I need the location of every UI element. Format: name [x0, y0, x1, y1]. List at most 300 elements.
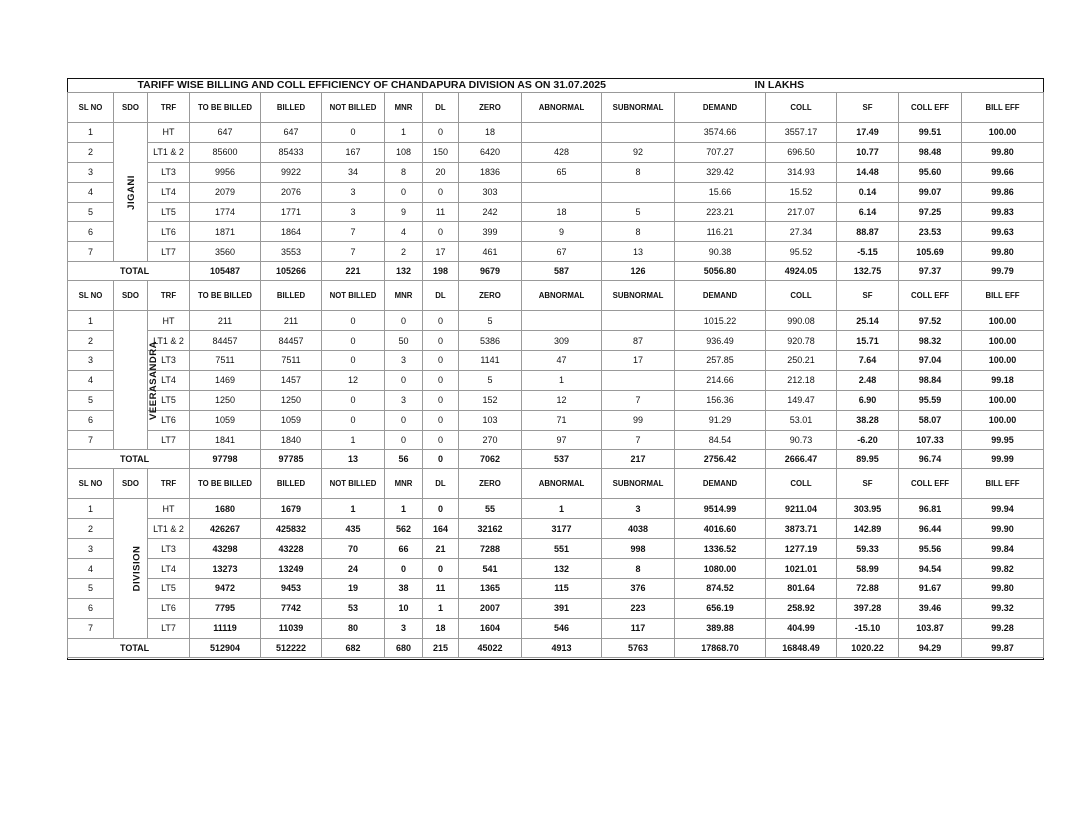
total-abnormal-cell: 537 — [522, 450, 602, 469]
bill-eff-cell: 100.00 — [962, 331, 1044, 351]
column-header: BILLED — [261, 469, 322, 499]
coll-cell: 3557.17 — [766, 123, 837, 143]
sf-cell: -15.10 — [837, 618, 899, 638]
total-bill-eff-cell: 99.79 — [962, 262, 1044, 281]
billed-cell: 1250 — [261, 390, 322, 410]
total-demand-cell: 17868.70 — [675, 638, 766, 657]
bill-eff-cell: 100.00 — [962, 351, 1044, 371]
zero-cell: 32162 — [459, 519, 522, 539]
subnormal-cell: 998 — [602, 539, 675, 559]
coll-cell: 212.18 — [766, 370, 837, 390]
coll-eff-cell: 23.53 — [899, 222, 962, 242]
subnormal-cell — [602, 370, 675, 390]
column-header: ZERO — [459, 469, 522, 499]
not-billed-cell: 0 — [322, 410, 385, 430]
sl-no-cell: 3 — [68, 162, 114, 182]
to-be-billed-cell: 1871 — [190, 222, 261, 242]
coll-eff-cell: 97.52 — [899, 311, 962, 331]
total-to-be-billed-cell: 105487 — [190, 262, 261, 281]
to-be-billed-cell: 1841 — [190, 430, 261, 450]
mnr-cell: 0 — [385, 311, 423, 331]
not-billed-cell: 34 — [322, 162, 385, 182]
sl-no-cell: 5 — [68, 390, 114, 410]
total-bill-eff-cell: 99.87 — [962, 638, 1044, 657]
abnormal-cell: 67 — [522, 242, 602, 262]
mnr-cell: 0 — [385, 370, 423, 390]
mnr-cell: 0 — [385, 559, 423, 579]
sf-cell: 10.77 — [837, 142, 899, 162]
not-billed-cell: 7 — [322, 222, 385, 242]
billed-cell: 9453 — [261, 579, 322, 599]
subnormal-cell: 8 — [602, 162, 675, 182]
total-to-be-billed-cell: 512904 — [190, 638, 261, 657]
column-header: SF — [837, 469, 899, 499]
total-subnormal-cell: 126 — [602, 262, 675, 281]
dl-cell: 0 — [423, 390, 459, 410]
sf-cell: 58.99 — [837, 559, 899, 579]
table-row — [68, 182, 1044, 202]
bill-eff-cell: 99.80 — [962, 142, 1044, 162]
tariff-cell: HT — [148, 311, 190, 331]
tariff-cell: LT7 — [148, 430, 190, 450]
total-demand-cell: 2756.42 — [675, 450, 766, 469]
not-billed-cell: 80 — [322, 618, 385, 638]
abnormal-cell: 546 — [522, 618, 602, 638]
zero-cell: 6420 — [459, 142, 522, 162]
mnr-cell: 8 — [385, 162, 423, 182]
to-be-billed-cell: 11119 — [190, 618, 261, 638]
sl-no-cell: 2 — [68, 519, 114, 539]
column-header: ABNORMAL — [522, 93, 602, 123]
abnormal-cell: 65 — [522, 162, 602, 182]
subnormal-cell: 117 — [602, 618, 675, 638]
subnormal-cell: 87 — [602, 331, 675, 351]
demand-cell: 90.38 — [675, 242, 766, 262]
sdo-name: VEERASANDRA — [147, 340, 159, 420]
dl-cell: 1 — [423, 598, 459, 618]
total-zero-cell: 45022 — [459, 638, 522, 657]
column-header: SDO — [114, 469, 148, 499]
abnormal-cell — [522, 182, 602, 202]
sl-no-cell: 1 — [68, 123, 114, 143]
coll-eff-cell: 97.04 — [899, 351, 962, 371]
tariff-cell: LT4 — [148, 370, 190, 390]
to-be-billed-cell: 9956 — [190, 162, 261, 182]
coll-cell: 314.93 — [766, 162, 837, 182]
dl-cell: 11 — [423, 579, 459, 599]
bill-eff-cell: 99.63 — [962, 222, 1044, 242]
to-be-billed-cell: 13273 — [190, 559, 261, 579]
bill-eff-cell: 99.32 — [962, 598, 1044, 618]
table-row — [68, 618, 1044, 638]
total-label: TOTAL — [68, 450, 190, 469]
mnr-cell: 50 — [385, 331, 423, 351]
column-header: DL — [423, 469, 459, 499]
dl-cell: 0 — [423, 222, 459, 242]
demand-cell: 257.85 — [675, 351, 766, 371]
subnormal-cell: 376 — [602, 579, 675, 599]
coll-eff-cell: 97.25 — [899, 202, 962, 222]
tariff-cell: HT — [148, 499, 190, 519]
abnormal-cell: 1 — [522, 499, 602, 519]
coll-eff-cell: 103.87 — [899, 618, 962, 638]
abnormal-cell: 391 — [522, 598, 602, 618]
total-coll-cell: 16848.49 — [766, 638, 837, 657]
mnr-cell: 3 — [385, 351, 423, 371]
coll-cell: 801.64 — [766, 579, 837, 599]
total-to-be-billed-cell: 97798 — [190, 450, 261, 469]
total-billed-cell: 97785 — [261, 450, 322, 469]
column-header: ABNORMAL — [522, 469, 602, 499]
subnormal-cell: 3 — [602, 499, 675, 519]
sdo-name: JIGANI — [125, 174, 137, 210]
column-header: TO BE BILLED — [190, 93, 261, 123]
demand-cell: 3574.66 — [675, 123, 766, 143]
coll-eff-cell: 99.51 — [899, 123, 962, 143]
zero-cell: 1365 — [459, 579, 522, 599]
mnr-cell: 108 — [385, 142, 423, 162]
total-mnr-cell: 56 — [385, 450, 423, 469]
zero-cell: 399 — [459, 222, 522, 242]
column-header: TO BE BILLED — [190, 469, 261, 499]
coll-eff-cell: 98.32 — [899, 331, 962, 351]
total-dl-cell: 215 — [423, 638, 459, 657]
coll-eff-cell: 95.56 — [899, 539, 962, 559]
tariff-cell: LT3 — [148, 162, 190, 182]
billed-cell: 2076 — [261, 182, 322, 202]
subnormal-cell: 17 — [602, 351, 675, 371]
table-row — [68, 331, 1044, 351]
total-sf-cell: 89.95 — [837, 450, 899, 469]
dl-cell: 0 — [423, 123, 459, 143]
billed-cell: 43228 — [261, 539, 322, 559]
tariff-cell: LT7 — [148, 618, 190, 638]
tariff-cell: LT4 — [148, 559, 190, 579]
dl-cell: 17 — [423, 242, 459, 262]
column-header: MNR — [385, 93, 423, 123]
unit-label: IN LAKHS — [675, 78, 1044, 93]
sdo-cell — [114, 123, 148, 262]
zero-cell: 2007 — [459, 598, 522, 618]
billed-cell: 7742 — [261, 598, 322, 618]
column-header: NOT BILLED — [322, 281, 385, 311]
coll-eff-cell: 98.84 — [899, 370, 962, 390]
table-row — [68, 222, 1044, 242]
sl-no-cell: 3 — [68, 351, 114, 371]
sl-no-cell: 2 — [68, 331, 114, 351]
demand-cell: 329.42 — [675, 162, 766, 182]
table-row — [68, 142, 1044, 162]
not-billed-cell: 1 — [322, 430, 385, 450]
bill-eff-cell: 100.00 — [962, 410, 1044, 430]
dl-cell: 0 — [423, 559, 459, 579]
coll-cell: 53.01 — [766, 410, 837, 430]
billed-cell: 1059 — [261, 410, 322, 430]
tariff-cell: LT5 — [148, 202, 190, 222]
column-header: NOT BILLED — [322, 469, 385, 499]
sl-no-cell: 1 — [68, 499, 114, 519]
tariff-cell: LT4 — [148, 182, 190, 202]
subnormal-cell — [602, 311, 675, 331]
mnr-cell: 1 — [385, 499, 423, 519]
table-row — [68, 499, 1044, 519]
billed-cell: 1679 — [261, 499, 322, 519]
billed-cell: 7511 — [261, 351, 322, 371]
mnr-cell: 562 — [385, 519, 423, 539]
subnormal-cell: 8 — [602, 559, 675, 579]
tariff-cell: HT — [148, 123, 190, 143]
mnr-cell: 4 — [385, 222, 423, 242]
column-header: BILL EFF — [962, 281, 1044, 311]
sf-cell: 6.90 — [837, 390, 899, 410]
bill-eff-cell: 99.86 — [962, 182, 1044, 202]
sdo-cell — [114, 499, 148, 638]
abnormal-cell: 3177 — [522, 519, 602, 539]
to-be-billed-cell: 3560 — [190, 242, 261, 262]
column-header: BILL EFF — [962, 469, 1044, 499]
not-billed-cell: 435 — [322, 519, 385, 539]
demand-cell: 707.27 — [675, 142, 766, 162]
to-be-billed-cell: 43298 — [190, 539, 261, 559]
bill-eff-cell: 99.82 — [962, 559, 1044, 579]
total-demand-cell: 5056.80 — [675, 262, 766, 281]
abnormal-cell: 115 — [522, 579, 602, 599]
dl-cell: 0 — [423, 410, 459, 430]
column-header: DL — [423, 281, 459, 311]
table-body — [68, 78, 1044, 657]
column-header: COLL — [766, 469, 837, 499]
dl-cell: 0 — [423, 499, 459, 519]
coll-cell: 404.99 — [766, 618, 837, 638]
coll-cell: 149.47 — [766, 390, 837, 410]
sf-cell: 7.64 — [837, 351, 899, 371]
coll-eff-cell: 95.60 — [899, 162, 962, 182]
zero-cell: 303 — [459, 182, 522, 202]
table-row — [68, 242, 1044, 262]
report-table-wrapper — [67, 78, 1043, 658]
zero-cell: 5 — [459, 370, 522, 390]
coll-eff-cell: 99.07 — [899, 182, 962, 202]
billing-report-table — [67, 78, 1044, 658]
tariff-cell: LT5 — [148, 579, 190, 599]
table-row — [68, 162, 1044, 182]
sf-cell: 0.14 — [837, 182, 899, 202]
table-row — [68, 410, 1044, 430]
sl-no-cell: 4 — [68, 182, 114, 202]
coll-cell: 258.92 — [766, 598, 837, 618]
total-abnormal-cell: 587 — [522, 262, 602, 281]
sl-no-cell: 6 — [68, 222, 114, 242]
table-row — [68, 519, 1044, 539]
subnormal-cell: 7 — [602, 430, 675, 450]
dl-cell: 0 — [423, 331, 459, 351]
not-billed-cell: 0 — [322, 123, 385, 143]
column-header: TRF — [148, 93, 190, 123]
to-be-billed-cell: 211 — [190, 311, 261, 331]
column-header: MNR — [385, 281, 423, 311]
subnormal-cell: 8 — [602, 222, 675, 242]
bill-eff-cell: 99.90 — [962, 519, 1044, 539]
sf-cell: 72.88 — [837, 579, 899, 599]
column-header: BILLED — [261, 281, 322, 311]
dl-cell: 0 — [423, 351, 459, 371]
sf-cell: 6.14 — [837, 202, 899, 222]
to-be-billed-cell: 84457 — [190, 331, 261, 351]
sf-cell: 2.48 — [837, 370, 899, 390]
demand-cell: 1080.00 — [675, 559, 766, 579]
demand-cell: 656.19 — [675, 598, 766, 618]
tariff-cell: LT1 & 2 — [148, 519, 190, 539]
mnr-cell: 3 — [385, 618, 423, 638]
column-header: NOT BILLED — [322, 93, 385, 123]
to-be-billed-cell: 2079 — [190, 182, 261, 202]
sl-no-cell: 7 — [68, 618, 114, 638]
coll-eff-cell: 95.59 — [899, 390, 962, 410]
total-label: TOTAL — [68, 638, 190, 657]
sl-no-cell: 2 — [68, 142, 114, 162]
total-coll-cell: 4924.05 — [766, 262, 837, 281]
table-row — [68, 598, 1044, 618]
bill-eff-cell: 99.80 — [962, 242, 1044, 262]
sl-no-cell: 6 — [68, 410, 114, 430]
column-header: SL NO — [68, 469, 114, 499]
abnormal-cell: 97 — [522, 430, 602, 450]
coll-eff-cell: 107.33 — [899, 430, 962, 450]
column-header: SUBNORMAL — [602, 469, 675, 499]
total-label: TOTAL — [68, 262, 190, 281]
sl-no-cell: 4 — [68, 559, 114, 579]
total-coll-eff-cell: 97.37 — [899, 262, 962, 281]
total-zero-cell: 7062 — [459, 450, 522, 469]
column-header: ZERO — [459, 281, 522, 311]
total-mnr-cell: 132 — [385, 262, 423, 281]
sl-no-cell: 6 — [68, 598, 114, 618]
sf-cell: 397.28 — [837, 598, 899, 618]
not-billed-cell: 12 — [322, 370, 385, 390]
demand-cell: 156.36 — [675, 390, 766, 410]
tariff-cell: LT7 — [148, 242, 190, 262]
sf-cell: 17.49 — [837, 123, 899, 143]
billed-cell: 3553 — [261, 242, 322, 262]
column-header: DEMAND — [675, 281, 766, 311]
table-row — [68, 370, 1044, 390]
billed-cell: 11039 — [261, 618, 322, 638]
coll-cell: 95.52 — [766, 242, 837, 262]
tariff-cell: LT3 — [148, 351, 190, 371]
not-billed-cell: 0 — [322, 311, 385, 331]
abnormal-cell: 132 — [522, 559, 602, 579]
coll-eff-cell: 105.69 — [899, 242, 962, 262]
column-header: TRF — [148, 469, 190, 499]
dl-cell: 0 — [423, 311, 459, 331]
zero-cell: 541 — [459, 559, 522, 579]
bill-eff-cell: 99.80 — [962, 579, 1044, 599]
not-billed-cell: 0 — [322, 390, 385, 410]
tariff-cell: LT6 — [148, 222, 190, 242]
subnormal-cell — [602, 123, 675, 143]
to-be-billed-cell: 1250 — [190, 390, 261, 410]
mnr-cell: 0 — [385, 182, 423, 202]
coll-cell: 90.73 — [766, 430, 837, 450]
coll-cell: 1277.19 — [766, 539, 837, 559]
coll-eff-cell: 91.67 — [899, 579, 962, 599]
tariff-cell: LT6 — [148, 598, 190, 618]
coll-cell: 250.21 — [766, 351, 837, 371]
column-header: TRF — [148, 281, 190, 311]
table-row — [68, 202, 1044, 222]
total-abnormal-cell: 4913 — [522, 638, 602, 657]
abnormal-cell: 1 — [522, 370, 602, 390]
sf-cell: 14.48 — [837, 162, 899, 182]
sf-cell: 142.89 — [837, 519, 899, 539]
sl-no-cell: 3 — [68, 539, 114, 559]
column-header: COLL — [766, 281, 837, 311]
not-billed-cell: 167 — [322, 142, 385, 162]
not-billed-cell: 3 — [322, 202, 385, 222]
total-subnormal-cell: 5763 — [602, 638, 675, 657]
bill-eff-cell: 99.66 — [962, 162, 1044, 182]
table-row — [68, 539, 1044, 559]
table-row — [68, 390, 1044, 410]
zero-cell: 55 — [459, 499, 522, 519]
demand-cell: 874.52 — [675, 579, 766, 599]
coll-cell: 920.78 — [766, 331, 837, 351]
to-be-billed-cell: 647 — [190, 123, 261, 143]
abnormal-cell: 9 — [522, 222, 602, 242]
abnormal-cell: 71 — [522, 410, 602, 430]
header-row — [68, 281, 1044, 311]
subnormal-cell — [602, 182, 675, 202]
demand-cell: 9514.99 — [675, 499, 766, 519]
abnormal-cell: 18 — [522, 202, 602, 222]
zero-cell: 152 — [459, 390, 522, 410]
sf-cell: 15.71 — [837, 331, 899, 351]
demand-cell: 15.66 — [675, 182, 766, 202]
table-row — [68, 579, 1044, 599]
to-be-billed-cell: 426267 — [190, 519, 261, 539]
dl-cell: 21 — [423, 539, 459, 559]
billed-cell: 1840 — [261, 430, 322, 450]
billed-cell: 9922 — [261, 162, 322, 182]
dl-cell: 11 — [423, 202, 459, 222]
column-header: COLL — [766, 93, 837, 123]
zero-cell: 103 — [459, 410, 522, 430]
abnormal-cell: 551 — [522, 539, 602, 559]
total-bill-eff-cell: 99.99 — [962, 450, 1044, 469]
subnormal-cell: 4038 — [602, 519, 675, 539]
sf-cell: -6.20 — [837, 430, 899, 450]
bill-eff-cell: 99.94 — [962, 499, 1044, 519]
zero-cell: 5 — [459, 311, 522, 331]
total-dl-cell: 0 — [423, 450, 459, 469]
column-header: COLL EFF — [899, 93, 962, 123]
abnormal-cell: 309 — [522, 331, 602, 351]
coll-eff-cell: 58.07 — [899, 410, 962, 430]
table-row — [68, 559, 1044, 579]
total-dl-cell: 198 — [423, 262, 459, 281]
coll-eff-cell: 94.54 — [899, 559, 962, 579]
header-row — [68, 469, 1044, 499]
subnormal-cell: 223 — [602, 598, 675, 618]
billed-cell: 1771 — [261, 202, 322, 222]
coll-cell: 990.08 — [766, 311, 837, 331]
zero-cell: 242 — [459, 202, 522, 222]
billed-cell: 1457 — [261, 370, 322, 390]
sdo-name: DIVISION — [131, 545, 143, 592]
mnr-cell: 38 — [385, 579, 423, 599]
sl-no-cell: 7 — [68, 430, 114, 450]
to-be-billed-cell: 7795 — [190, 598, 261, 618]
